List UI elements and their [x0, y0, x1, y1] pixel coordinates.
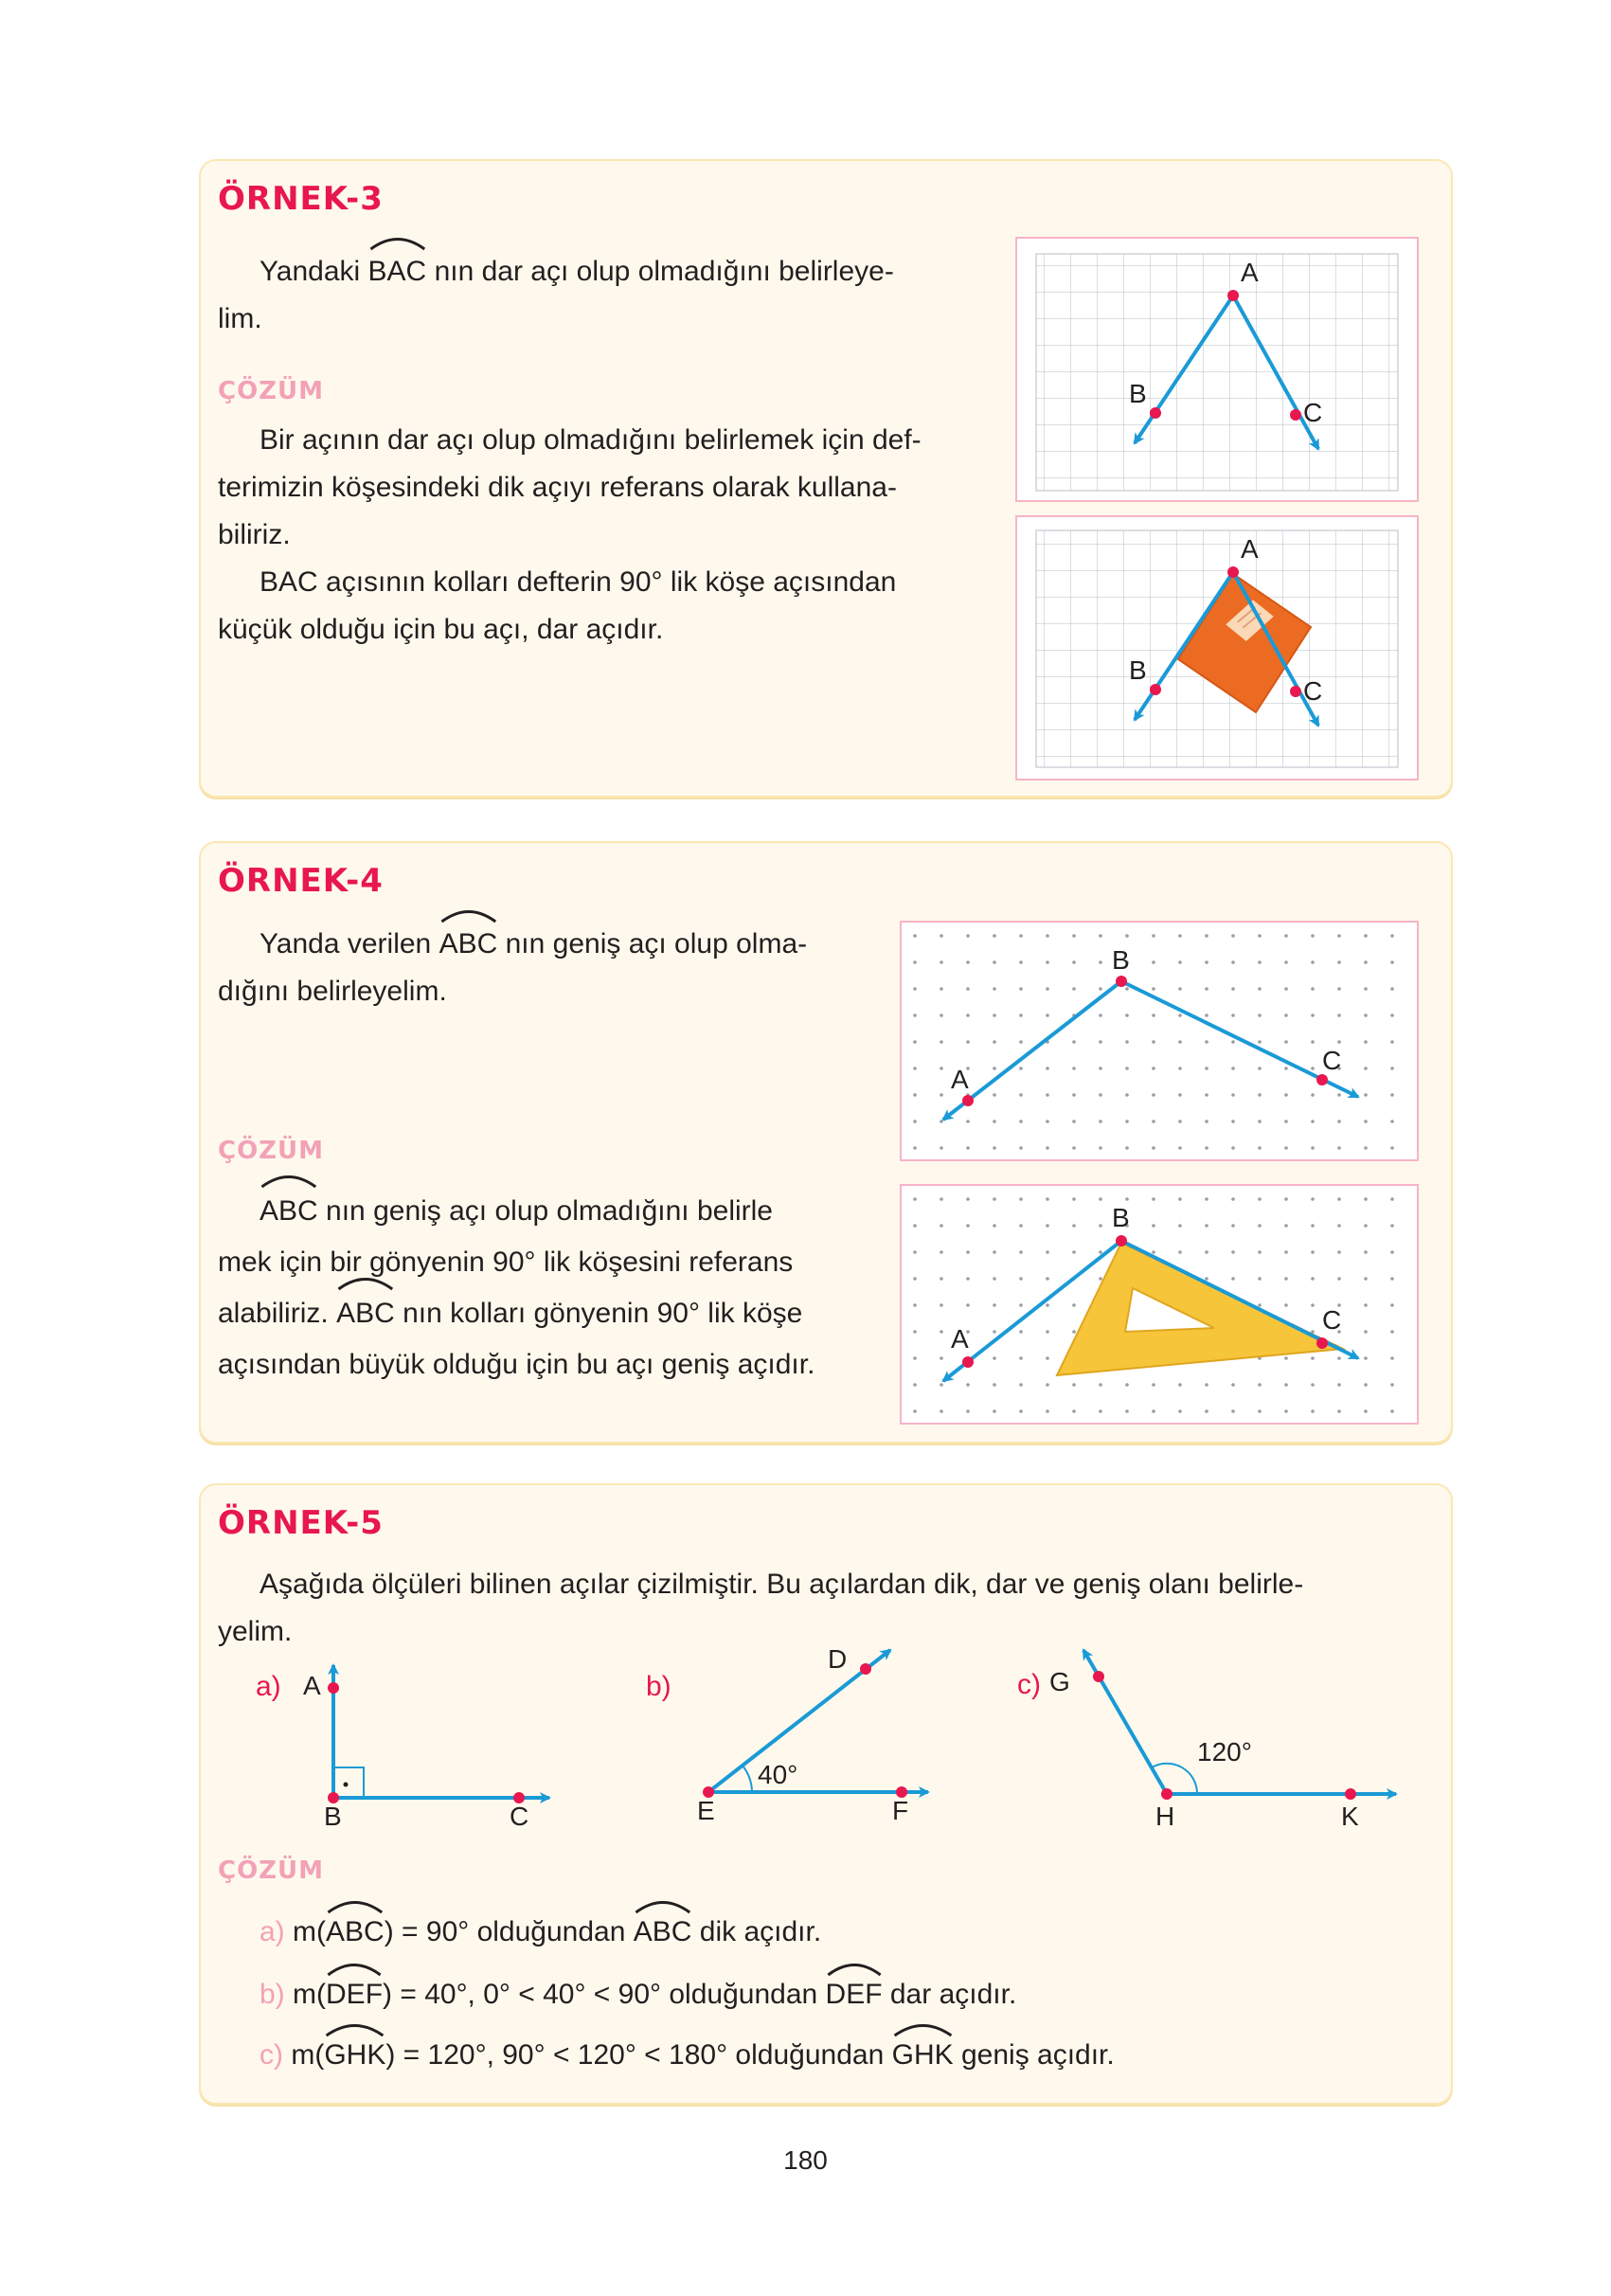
example-3-solution-text-1: Bir açının dar açı olup olmadığını belirlemek için def- terimizin köşesindeki dik açıyı referans olarak kullana- biliriz.	[218, 424, 922, 550]
angle-abc-symbol: ABC	[439, 921, 498, 968]
label-c: C	[510, 1802, 529, 1831]
label-k: K	[1341, 1802, 1359, 1831]
example-4-solution-title: ÇÖZÜM	[218, 1137, 325, 1165]
example-3-solution-title: ÇÖZÜM	[218, 377, 325, 405]
example-4-title: ÖRNEK-4	[218, 862, 384, 900]
label-c: C	[1322, 1305, 1342, 1335]
label-c: C	[1303, 676, 1323, 706]
label-a: A	[1241, 534, 1259, 564]
label-e: E	[697, 1796, 715, 1825]
label-b: B	[1129, 655, 1147, 685]
label-d: D	[828, 1644, 848, 1674]
figure-a-tag: a)	[256, 1671, 281, 1702]
label-a: A	[303, 1671, 321, 1700]
point-c	[1290, 409, 1301, 421]
example-5-solution-title: ÇÖZÜM	[218, 1857, 325, 1885]
figure-c-tag: c)	[1017, 1669, 1041, 1700]
example-3-card	[199, 159, 1453, 798]
example-4-question: Yanda verilen ABC nın geniş açı olup olma- dığını belirleyelim.	[218, 921, 871, 1015]
figure-c-obtuse-angle	[1083, 1650, 1396, 1800]
figure-a-right-angle	[328, 1665, 549, 1803]
example-5-title: ÖRNEK-5	[218, 1504, 384, 1542]
label-f: F	[892, 1796, 909, 1825]
label-b: B	[1129, 379, 1147, 408]
label-b: B	[1112, 945, 1130, 975]
dot-figure-2	[900, 1184, 1419, 1425]
label-a: A	[951, 1324, 969, 1354]
example-3-title: ÖRNEK-3	[218, 180, 384, 218]
angle-b-measure: 40°	[758, 1760, 798, 1789]
solution-b: b) m( DEF) = 40°, 0° < 40° < 90° olduğundan DEF dar açıdır.	[260, 1974, 1016, 2016]
page-number: 180	[783, 2145, 828, 2175]
label-a: A	[1241, 258, 1259, 287]
dot-figure-1	[900, 921, 1419, 1161]
grid-figure-2	[1015, 515, 1419, 780]
figure-b-acute-angle	[703, 1650, 928, 1798]
solution-c: c) m( GHK) = 120°, 90° < 120° < 180° olduğundan GHK geniş açıdır.	[260, 2035, 1115, 2076]
example-4-solution-text: ABC nın geniş açı olup olmadığını belirle mek için bir gönyenin 90° lik köşesini referans alabiliriz. ABC nın kolları gönyenin 90° lik köşe açısından büyük olduğu için bu açı geniş açıdır.	[218, 1186, 871, 1390]
solution-a: a) m( ABC) = 90° olduğundan ABC dik açıdır.	[260, 1911, 821, 1953]
label-b: B	[324, 1802, 342, 1831]
example-3-question: Yandaki BAC nın dar açı olup olmadığını belirleye- lim.	[218, 248, 985, 343]
label-h: H	[1155, 1802, 1175, 1831]
angle-bac-symbol: BAC	[368, 248, 427, 296]
label-c: C	[1303, 398, 1323, 427]
example-4-card	[199, 841, 1453, 1444]
grid-figure-1	[1015, 237, 1419, 502]
example-3-solution-text-2: BAC açısının kolları defterin 90° lik köşe açısından küçük olduğu için bu açı, dar açıdır.	[218, 566, 897, 645]
example-5-question: Aşağıda ölçüleri bilinen açılar çizilmiştir. Bu açılardan dik, dar ve geniş olanı belirle- yelim.	[218, 1569, 1304, 1647]
example-5-figures	[201, 1646, 1451, 1874]
label-a: A	[951, 1065, 969, 1094]
angle-c-measure: 120°	[1197, 1737, 1252, 1767]
label-c: C	[1322, 1046, 1342, 1075]
figure-b-tag: b)	[646, 1671, 671, 1702]
example-5-card	[199, 1483, 1453, 2105]
point-b	[1150, 407, 1161, 419]
point-a	[1227, 290, 1239, 301]
label-g: G	[1049, 1667, 1070, 1696]
label-b: B	[1112, 1203, 1130, 1232]
